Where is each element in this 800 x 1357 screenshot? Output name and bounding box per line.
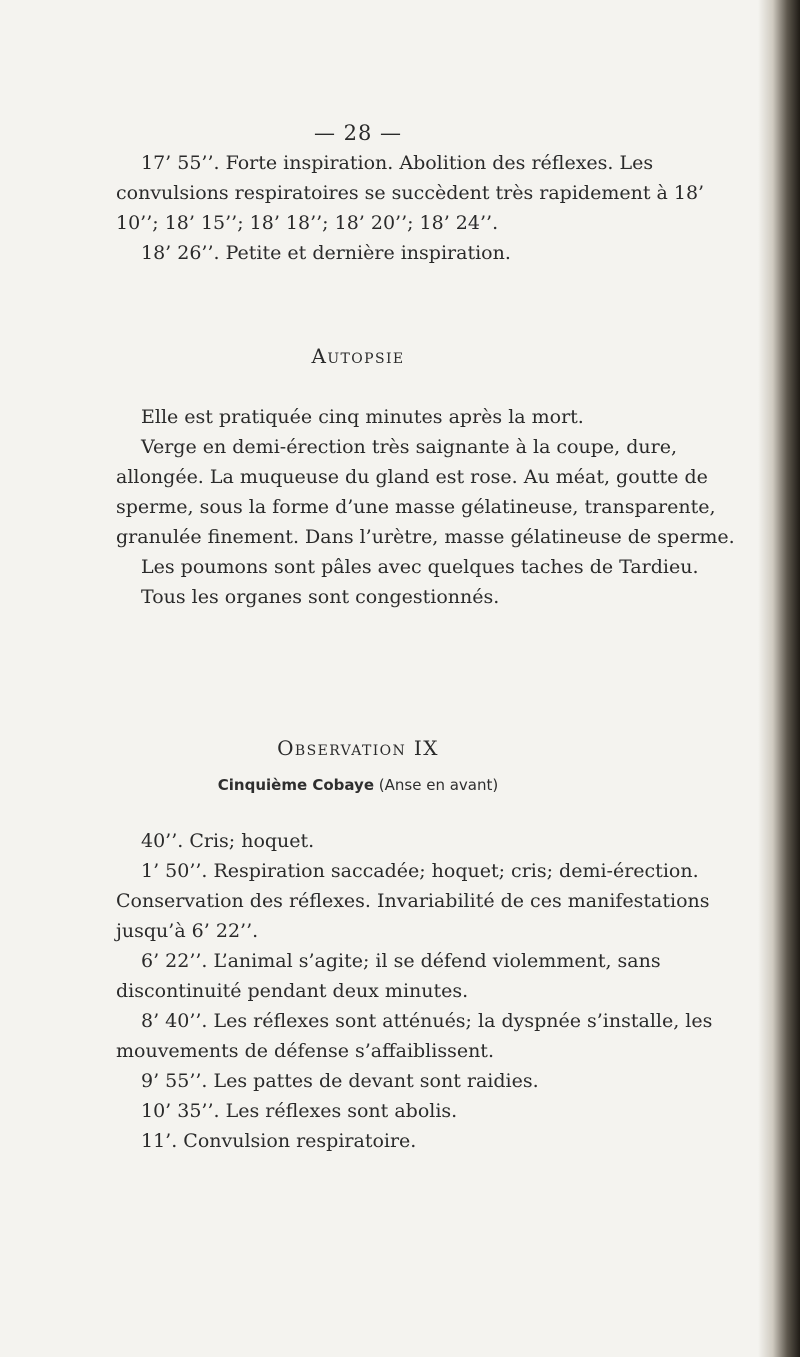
paragraph: 9’ 55’’. Les pattes de devant sont raidies. [141, 1070, 539, 1092]
page-number: — 28 — [313, 121, 403, 145]
paragraph: Verge en demi-érection très saignante à la coupe, dure, allongée. La muqueuse du gland est rose. Au méat, goutte de sperme, sous la forme d’une masse gélatineuse, transparente, granulée finement. Dans l’urètre, masse gélatineuse de sperme. [116, 436, 735, 548]
autopsie-text-block [116, 402, 736, 612]
paragraph: 8’ 40’’. Les réflexes sont atténués; la dyspnée s’installe, les mouvements de défense s’affaiblissent. [116, 1010, 713, 1062]
page-edge-shadow [758, 0, 800, 1357]
section-title-observation: Observation IX [277, 736, 439, 760]
paragraph: 18’ 26’’. Petite et dernière inspiration. [141, 242, 511, 264]
paragraph: Elle est pratiquée cinq minutes après la mort. [141, 406, 584, 428]
section-title-autopsie: Autopsie [311, 344, 405, 368]
paragraph: Les poumons sont pâles avec quelques taches de Tardieu. [141, 556, 699, 578]
paragraph: Tous les organes sont congestionnés. [141, 586, 500, 608]
section-subtitle [0, 775, 716, 795]
paragraph: 1’ 50’’. Respiration saccadée; hoquet; cris; demi-érection. Conservation des réflexes. Invariabilité de ces manifestations jusqu’à 6’ 22’’. [116, 860, 710, 942]
subtitle-rest: (Anse en avant) [378, 776, 499, 794]
paragraph: 11’. Convulsion respiratoire. [141, 1130, 417, 1152]
paragraph: 40’’. Cris; hoquet. [141, 830, 315, 852]
subtitle-strong: Cinquième Cobaye [217, 776, 375, 794]
paragraph: 10’ 35’’. Les réflexes sont abolis. [141, 1100, 458, 1122]
paragraph: 17’ 55’’. Forte inspiration. Abolition des réflexes. Les convulsions respiratoires se succèdent très rapidement à 18’ 10’’; 18’ 15’’; 18’ 18’’; 18’ 20’’; 18’ 24’’. [116, 152, 705, 234]
observation-text-block [116, 826, 736, 1156]
paragraph: 6’ 22’’. L’animal s’agite; il se défend violemment, sans discontinuité pendant deux minutes. [116, 950, 661, 1002]
top-text-block [116, 148, 736, 268]
